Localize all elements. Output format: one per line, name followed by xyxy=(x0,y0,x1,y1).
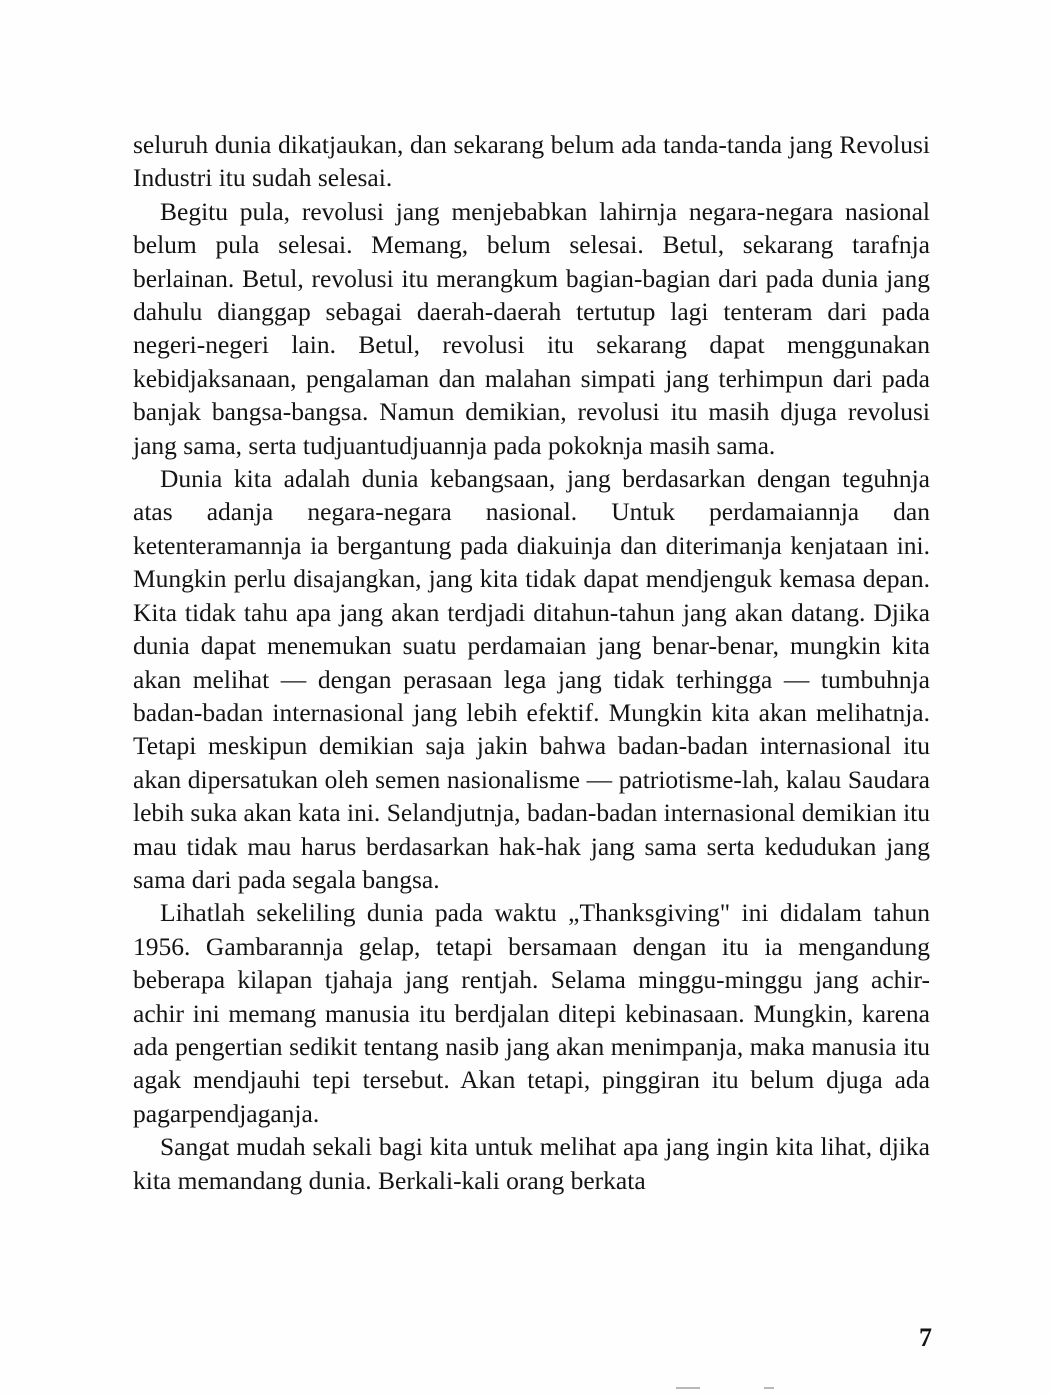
paragraph-melihat-dunia: Sangat mudah sekali bagi kita untuk melihat apa jang ingin kita lihat, djika kita memandang dunia. Berkali-kali orang berkata xyxy=(133,1132,930,1195)
page-number: 7 xyxy=(919,1323,932,1352)
body-text xyxy=(133,128,930,1197)
paragraph-dunia-kebangsaan: Dunia kita adalah dunia kebangsaan, jang berdasarkan dengan teguhnja atas adanja negara-negara nasional. Untuk perdamaiannja dan ketenteramannja ia bergantung pada diakuinja dan diterimanja kenjataan ini. Mungkin perlu disajangkan, jang kita tidak dapat mendjenguk kemasa depan. Kita tidak tahu apa jang akan terdjadi ditahun-tahun jang akan datang. Djika dunia dapat menemukan suatu perdamaian jang benar-benar, mungkin kita akan melihat — dengan perasaan lega jang tidak terhingga — tumbuhnja badan-badan internasional jang lebih efektif. Mungkin kita akan melihatnja. Tetapi meskipun demikian saja jakin bahwa badan-badan internasional itu akan dipersatukan oleh semen nasionalisme — patriotisme-lah, kalau Saudara lebih suka akan kata ini. Selandjutnja, badan-badan internasional demikian itu mau tidak mau harus berdasarkan hak-hak jang sama serta kedudukan jang sama dari pada segala bangsa. xyxy=(133,464,930,894)
scan-artifact xyxy=(764,1387,774,1389)
paragraph-thanksgiving: Lihatlah sekeliling dunia pada waktu „Thanksgiving" ini didalam tahun 1956. Gambarannja gelap, tetapi bersamaan dengan itu ia mengandung beberapa kilapan tjahaja jang rentjah. Selama minggu-minggu jang achir-achir ini memang manusia itu berdjalan ditepi kebinasaan. Mungkin, karena ada pengertian sedikit tentang nasib jang akan menimpanja, maka manusia itu agak mendjauhi tepi tersebut. Akan tetapi, pinggiran itu belum djuga ada pagarpendjaganja. xyxy=(133,898,930,1128)
paragraph-revolusi-nasional: Begitu pula, revolusi jang menjebabkan lahirnja negara-negara nasional belum pula selesai. Memang, belum selesai. Betul, sekarang tarafnja berlainan. Betul, revolusi itu merangkum bagian-bagian dari pada dunia jang dahulu dianggap sebagai daerah-daerah tertutup lagi tenteram dari pada negeri-negeri lain. Betul, revolusi itu sekarang dapat menggunakan kebidjaksanaan, pengalaman dan malahan simpati jang terhimpun dari pada banjak bangsa-bangsa. Namun demikian, revolusi itu masih djuga revolusi jang sama, serta tudjuantudjuannja pada pokoknja masih sama. xyxy=(133,196,930,460)
paragraph-continuation: seluruh dunia dikatjaukan, dan sekarang belum ada tanda-tanda jang Revolusi Industri itu sudah selesai. xyxy=(133,130,930,193)
scan-artifact xyxy=(676,1387,700,1389)
